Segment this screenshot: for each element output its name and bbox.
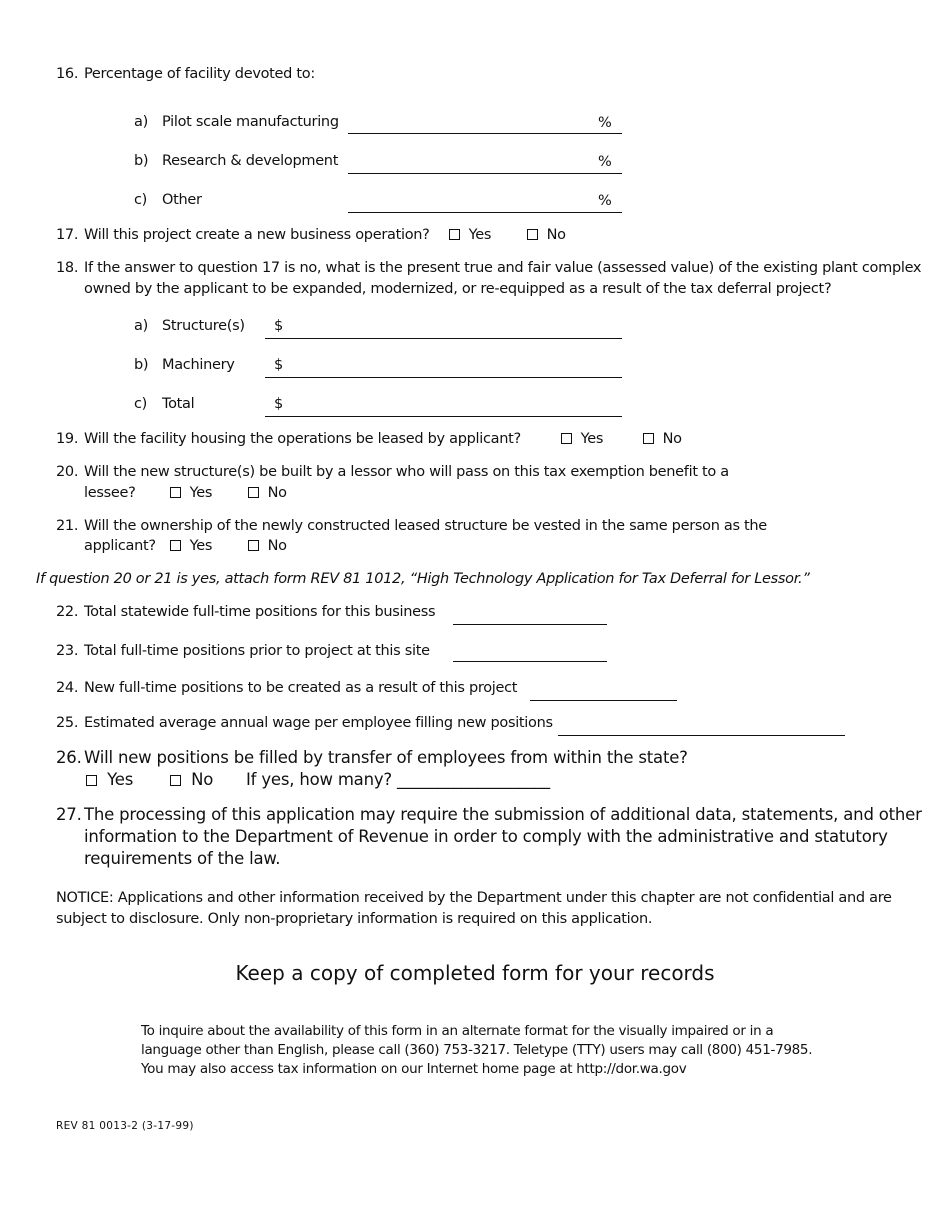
q18c-letter: c) (134, 396, 148, 412)
q18c-currency: $ (274, 396, 283, 412)
q26-no-option[interactable] (170, 770, 213, 789)
q18-number: 18. (56, 260, 79, 276)
q18c-input-line[interactable] (265, 416, 622, 417)
q16-number: 16. (56, 66, 79, 82)
q18-text-line1: If the answer to question 17 is no, what is the present true and fair value (assessed value) of the existing plant complex (84, 260, 922, 276)
q19-yes-label: Yes (580, 431, 604, 447)
q16a-input-line[interactable] (348, 133, 622, 134)
q20-text-line1: Will the new structure(s) be built by a lessor who will pass on this tax exemption benefit to a (84, 464, 729, 480)
q22-input-line[interactable] (453, 624, 607, 625)
q20-yes-option[interactable] (170, 485, 212, 501)
q27-number: 27. (56, 805, 82, 824)
q21-text-line2: applicant? (84, 538, 156, 554)
q21-yes-label: Yes (189, 538, 213, 554)
q19-no-checkbox[interactable] (643, 433, 654, 444)
q21-yes-checkbox[interactable] (170, 540, 181, 551)
q21-no-option[interactable] (248, 538, 287, 554)
q25-text: Estimated average annual wage per employee filling new positions (84, 715, 553, 731)
lessor-form-note: If question 20 or 21 is yes, attach form REV 81 1012, “High Technology Application for Tax Deferral for Lessor.” (36, 571, 810, 587)
q22-text: Total statewide full-time positions for this business (84, 604, 436, 620)
q17-yes-checkbox[interactable] (449, 229, 460, 240)
q26-number: 26. (56, 748, 82, 767)
q26-text: Will new positions be filled by transfer of employees from within the state? (84, 748, 688, 767)
q21-text-line1: Will the ownership of the newly constructed leased structure be vested in the same person as the (84, 518, 767, 534)
form-id: REV 81 0013-2 (3-17-99) (56, 1120, 194, 1132)
q25-number: 25. (56, 715, 79, 731)
q19-yes-checkbox[interactable] (561, 433, 572, 444)
q18a-letter: a) (134, 318, 148, 334)
q19-yes-option[interactable] (561, 431, 603, 447)
q21-no-checkbox[interactable] (248, 540, 259, 551)
q27-text-line2: information to the Department of Revenue in order to comply with the administrative and statutory (84, 827, 888, 846)
q18a-label: Structure(s) (162, 318, 245, 334)
q17-no-label: No (546, 227, 566, 243)
q22-number: 22. (56, 604, 79, 620)
q18b-label: Machinery (162, 357, 235, 373)
q18b-input-line[interactable] (265, 377, 622, 378)
inquiry-line3: You may also access tax information on our Internet home page at http://dor.wa.gov (141, 1061, 687, 1077)
q19-no-option[interactable] (643, 431, 682, 447)
q16c-input-line[interactable] (348, 212, 622, 213)
q18-text-line2: owned by the applicant to be expanded, modernized, or re-equipped as a result of the tax deferral project? (84, 281, 832, 297)
q18c-label: Total (162, 396, 195, 412)
q26-no-checkbox[interactable] (170, 775, 181, 786)
q19-no-label: No (662, 431, 682, 447)
q17-number: 17. (56, 227, 79, 243)
q16c-label: Other (162, 192, 202, 208)
q26-how-many-field[interactable]: If yes, how many? ___________________ (246, 770, 550, 789)
q16a-letter: a) (134, 114, 148, 130)
keep-copy-heading: Keep a copy of completed form for your records (235, 961, 715, 985)
q16b-unit: % (598, 154, 612, 170)
q17-no-option[interactable] (527, 227, 566, 243)
q16b-letter: b) (134, 153, 149, 169)
q20-number: 20. (56, 464, 79, 480)
inquiry-line1: To inquire about the availability of this form in an alternate format for the visually impaired or in a (141, 1023, 774, 1039)
q26-no-label: No (191, 770, 214, 789)
q16-text: Percentage of facility devoted to: (84, 66, 315, 82)
q23-text: Total full-time positions prior to project at this site (84, 643, 430, 659)
q23-input-line[interactable] (453, 661, 607, 662)
q20-yes-label: Yes (189, 485, 213, 501)
q16a-unit: % (598, 115, 612, 131)
inquiry-line2: language other than English, please call (360) 753-3217. Teletype (TTY) users may call (800) 451-7985. (141, 1042, 813, 1058)
q16b-input-line[interactable] (348, 173, 622, 174)
q18b-letter: b) (134, 357, 149, 373)
q27-text-line1: The processing of this application may require the submission of additional data, statements, and other (84, 805, 922, 824)
q26-yes-label: Yes (107, 770, 134, 789)
q19-text: Will the facility housing the operations be leased by applicant? (84, 431, 521, 447)
q24-number: 24. (56, 680, 79, 696)
q21-number: 21. (56, 518, 79, 534)
q19-number: 19. (56, 431, 79, 447)
q17-no-checkbox[interactable] (527, 229, 538, 240)
q27-text-line3: requirements of the law. (84, 849, 281, 868)
q24-input-line[interactable] (530, 700, 677, 701)
q16a-label: Pilot scale manufacturing (162, 114, 339, 130)
q20-text-line2: lessee? (84, 485, 136, 501)
notice-line2: subject to disclosure. Only non-proprietary information is required on this application. (56, 911, 653, 927)
q20-yes-checkbox[interactable] (170, 487, 181, 498)
q17-yes-option[interactable] (449, 227, 491, 243)
notice-line1: NOTICE: Applications and other information received by the Department under this chapter are not confidential and are (56, 890, 892, 906)
q18a-currency: $ (274, 318, 283, 334)
q21-yes-option[interactable] (170, 538, 212, 554)
q16c-unit: % (598, 193, 612, 209)
q17-text: Will this project create a new business operation? (84, 227, 430, 243)
q24-text: New full-time positions to be created as a result of this project (84, 680, 518, 696)
q20-no-checkbox[interactable] (248, 487, 259, 498)
q20-no-option[interactable] (248, 485, 287, 501)
q25-input-line[interactable] (558, 735, 845, 736)
q18a-input-line[interactable] (265, 338, 622, 339)
q17-yes-label: Yes (468, 227, 492, 243)
q16c-letter: c) (134, 192, 148, 208)
q26-yes-option[interactable] (86, 770, 133, 789)
q16b-label: Research & development (162, 153, 339, 169)
q20-no-label: No (267, 485, 287, 501)
q18b-currency: $ (274, 357, 283, 373)
q21-no-label: No (267, 538, 287, 554)
q26-yes-checkbox[interactable] (86, 775, 97, 786)
q23-number: 23. (56, 643, 79, 659)
